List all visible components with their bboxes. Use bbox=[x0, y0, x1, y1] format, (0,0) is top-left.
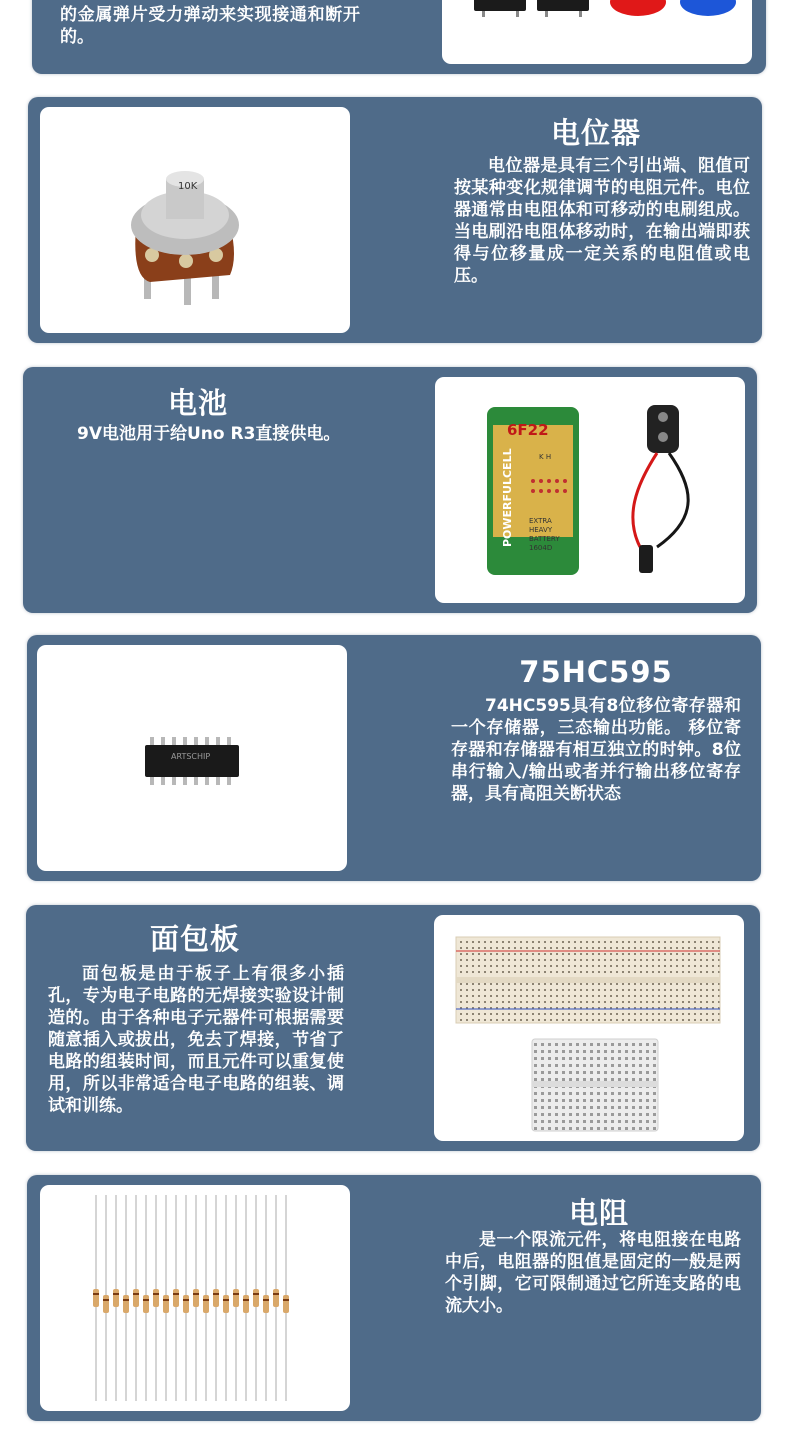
resistor-band bbox=[283, 1299, 289, 1301]
battery-photo bbox=[435, 377, 745, 603]
resistor-body bbox=[233, 1289, 239, 1307]
resistor-body bbox=[183, 1295, 189, 1313]
resistor-body bbox=[93, 1289, 99, 1307]
resistor-band bbox=[263, 1299, 269, 1301]
resistor-band bbox=[223, 1299, 229, 1301]
battery-label-code: 1604D bbox=[529, 544, 553, 552]
shift-register-desc: 74HC595具有8位移位寄存器和一个存储器，三态输出功能。 移位寄存器和存储器有相互独立的时钟。8位串行输入/输出或者并行输出移位寄存器，具有高阻关断状态 bbox=[451, 696, 741, 804]
resistor-body bbox=[153, 1289, 159, 1307]
resistor-body bbox=[143, 1295, 149, 1313]
resistor-band bbox=[93, 1293, 99, 1295]
battery-label-line2: HEAVY bbox=[529, 526, 553, 534]
resistor-band bbox=[123, 1299, 129, 1301]
shift-register-title: 75HC595 bbox=[519, 655, 673, 689]
resistor-body bbox=[163, 1295, 169, 1313]
breadboard-card bbox=[26, 905, 760, 1151]
button-desc: 的金属弹片受力弹动来实现接通和断开的。 bbox=[60, 5, 360, 47]
resistor-desc: 是一个限流元件，将电阻接在电路中后，电阻器的阻值是固定的一般是两个引脚，它可限制通过它所连支路的电流大小。 bbox=[445, 1230, 741, 1316]
battery-card bbox=[23, 367, 757, 613]
shift-register-card bbox=[27, 635, 761, 881]
battery-desc: 9V电池用于给Uno R3直接供电。 bbox=[77, 424, 341, 444]
resistor-body bbox=[263, 1295, 269, 1313]
resistor-body bbox=[123, 1295, 129, 1313]
battery-brand-text: POWERFULCELL bbox=[501, 448, 514, 547]
resistor-photo bbox=[40, 1185, 350, 1411]
resistor-band bbox=[273, 1293, 279, 1295]
resistor-band bbox=[183, 1299, 189, 1301]
potentiometer-photo bbox=[40, 107, 350, 333]
resistor-body bbox=[273, 1289, 279, 1307]
battery-label-line1: EXTRA bbox=[529, 517, 552, 525]
button-card bbox=[32, 0, 766, 74]
resistor-band bbox=[213, 1293, 219, 1295]
breadboard-title: 面包板 bbox=[149, 922, 240, 956]
battery-label-line3: BATTERY bbox=[529, 535, 560, 543]
resistor-body bbox=[243, 1295, 249, 1313]
battery-model-text: 6F22 bbox=[507, 421, 549, 439]
battery-letters: K H bbox=[539, 453, 552, 461]
resistor-body bbox=[213, 1289, 219, 1307]
resistor-title: 电阻 bbox=[568, 1196, 629, 1230]
resistor-body bbox=[193, 1289, 199, 1307]
resistor-band bbox=[233, 1293, 239, 1295]
button-photo bbox=[442, 0, 752, 64]
resistor-band bbox=[173, 1293, 179, 1295]
resistor-band bbox=[133, 1293, 139, 1295]
chip-marking: ARTSCHIP bbox=[171, 752, 211, 761]
resistor-band bbox=[253, 1293, 259, 1295]
resistor-band bbox=[193, 1293, 199, 1295]
resistor-body bbox=[173, 1289, 179, 1307]
resistor-body bbox=[223, 1295, 229, 1313]
potentiometer-title: 电位器 bbox=[550, 116, 641, 150]
resistor-card bbox=[27, 1175, 761, 1421]
shift-register-photo bbox=[37, 645, 347, 871]
resistor-band bbox=[113, 1293, 119, 1295]
resistor-body bbox=[113, 1289, 119, 1307]
resistor-band bbox=[203, 1299, 209, 1301]
resistor-body bbox=[203, 1295, 209, 1313]
resistor-body bbox=[133, 1289, 139, 1307]
potentiometer-marking: 10K bbox=[178, 181, 198, 192]
breadboard-photo bbox=[434, 915, 744, 1141]
resistor-band bbox=[143, 1299, 149, 1301]
battery-title: 电池 bbox=[167, 386, 228, 420]
breadboard-desc: 面包板是由于板子上有很多小插孔，专为电子电路的无焊接实验设计制造的。由于各种电子元器件可根据需要随意插入或拔出，免去了焊接，节省了电路的组装时间，而且元件可以重复使用，所以非常适合电子电路的组装、调试和训练。 bbox=[48, 964, 344, 1116]
resistor-band bbox=[243, 1299, 249, 1301]
resistor-band bbox=[163, 1299, 169, 1301]
resistor-body bbox=[103, 1295, 109, 1313]
resistor-band bbox=[103, 1299, 109, 1301]
resistor-band bbox=[153, 1293, 159, 1295]
potentiometer-desc: 电位器是具有三个引出端、阻值可按某种变化规律调节的电阻元件。电位器通常由电阻体和可移动的电刷组成。当电刷沿电阻体移动时，在输出端即获得与位移量成一定关系的电阻值或电压。 bbox=[454, 156, 750, 286]
resistor-body bbox=[283, 1295, 289, 1313]
resistor-body bbox=[253, 1289, 259, 1307]
potentiometer-card bbox=[28, 97, 762, 343]
